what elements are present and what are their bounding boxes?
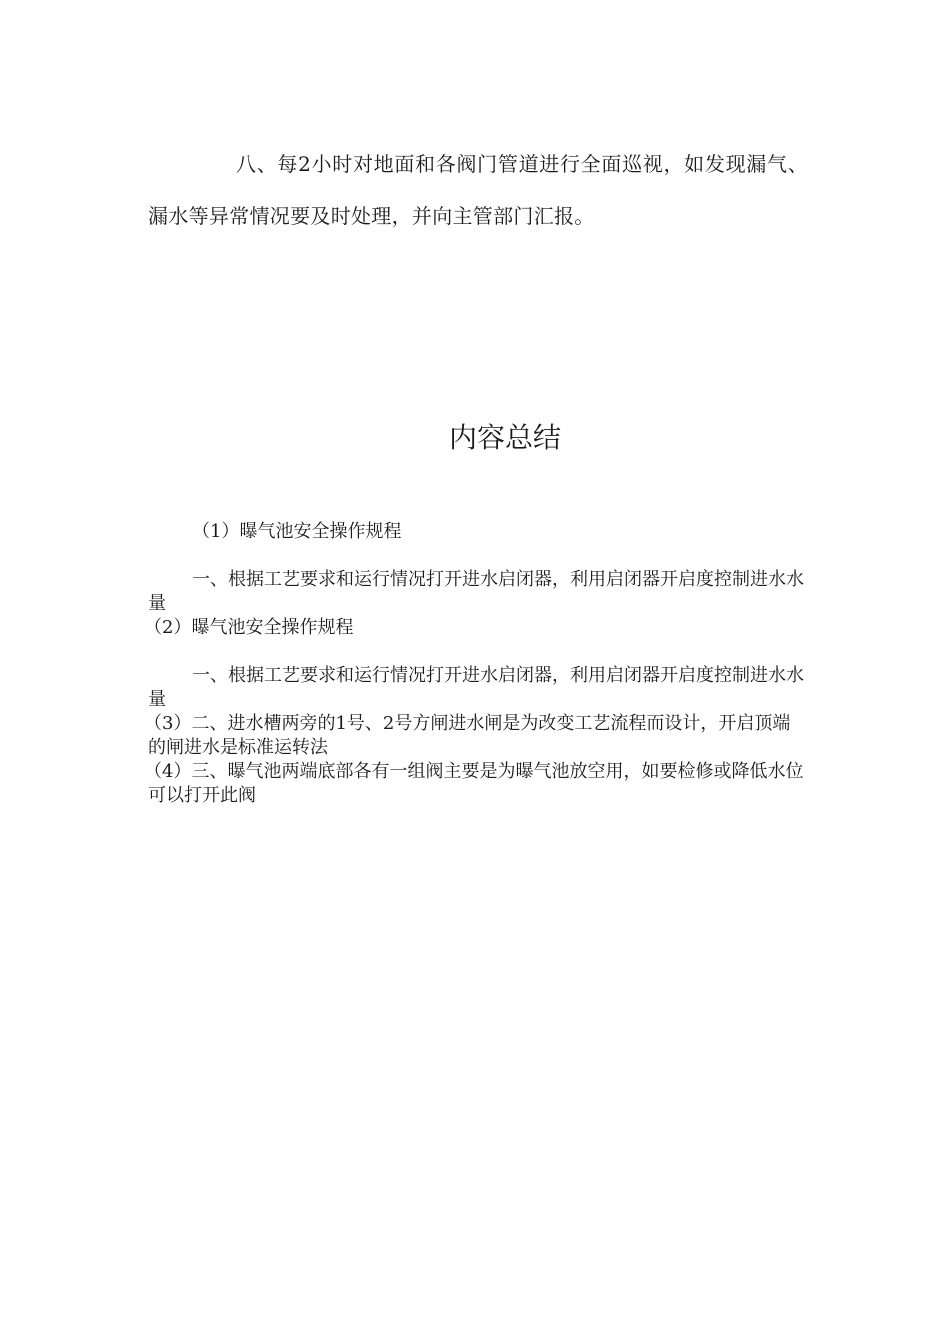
section-eight-paragraph: 八、每2小时对地面和各阀门管道进行全面巡视，如发现漏气、漏水等异常情况要及时处理，并向主管部门汇报。 <box>148 152 808 228</box>
summary-item-1-heading: （1）曝气池安全操作规程 <box>192 521 402 542</box>
summary-item-1-body: 一、根据工艺要求和运行情况打开进水启闭器，利用启闭器开启度控制进水水量 <box>148 569 804 614</box>
summary-title: 内容总结 <box>448 421 561 454</box>
summary-section <box>144 520 808 808</box>
summary-item-2-body: 一、根据工艺要求和运行情况打开进水启闭器，利用启闭器开启度控制进水水量 <box>148 665 804 710</box>
summary-item-2-heading: （2）曝气池安全操作规程 <box>144 617 354 638</box>
summary-item-4: （4）三、曝气池两端底部各有一组阀主要是为曝气池放空用，如要检修或降低水位可以打开此阀 <box>144 761 804 806</box>
summary-item-3: （3）二、进水槽两旁的1号、2号方闸进水闸是为改变工艺流程而设计，开启顶端的闸进水是标准运转法 <box>144 713 791 758</box>
